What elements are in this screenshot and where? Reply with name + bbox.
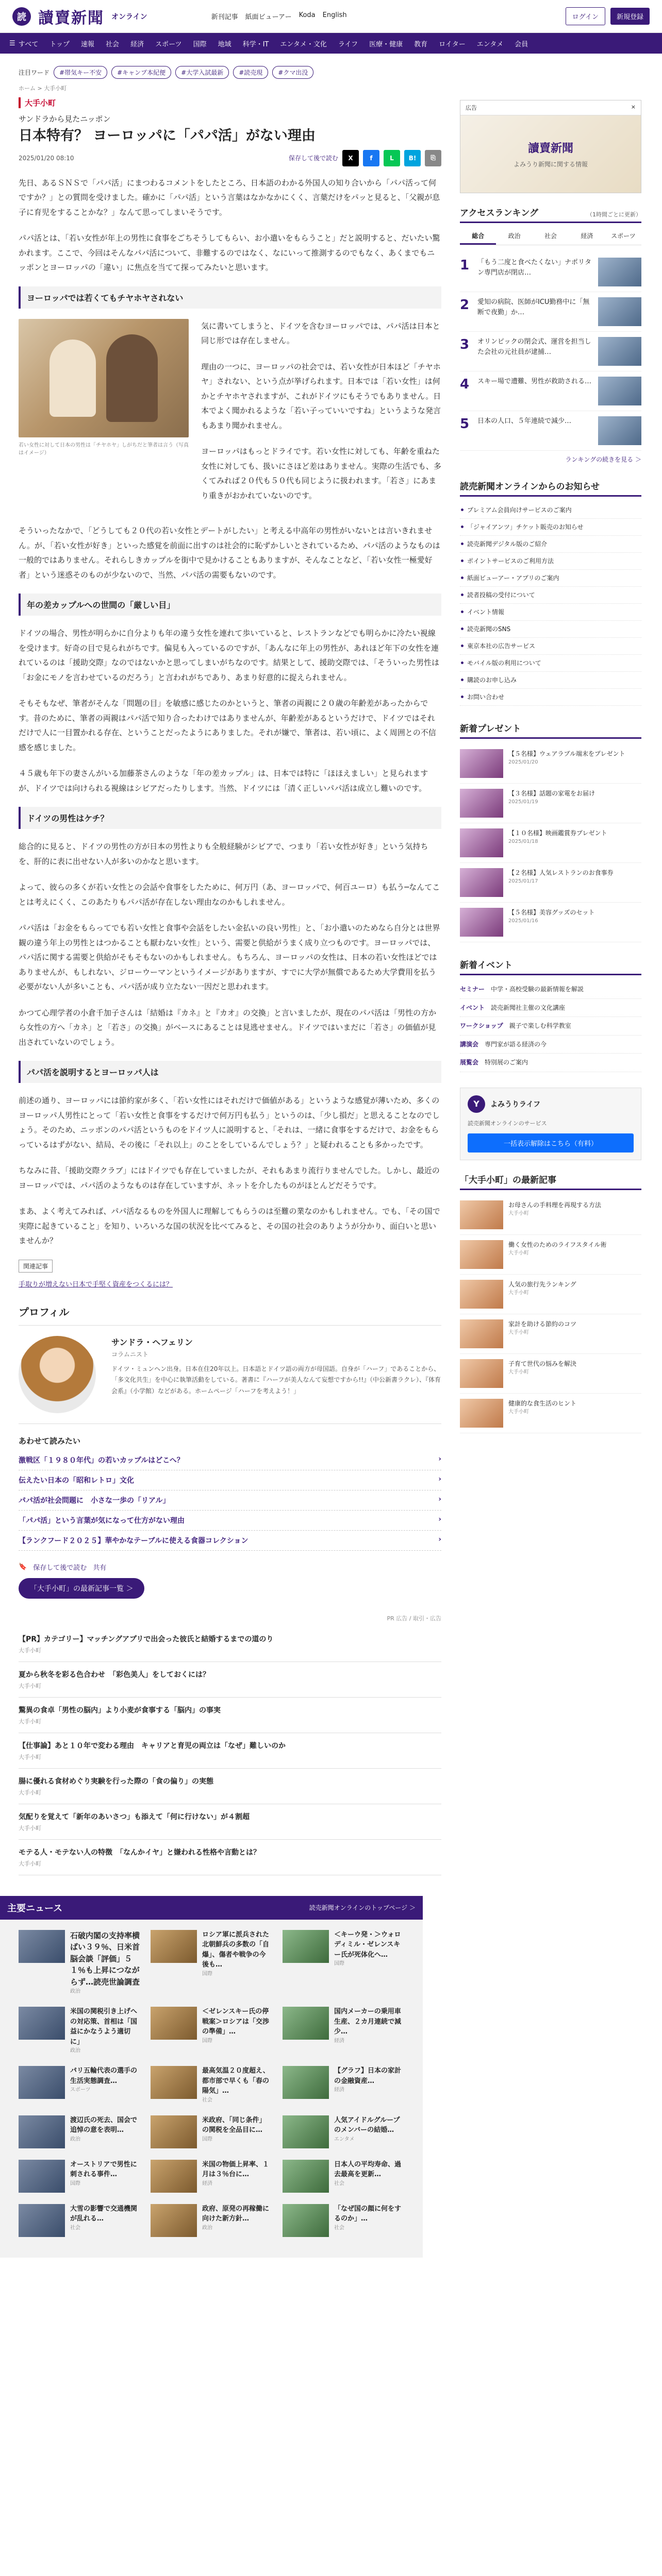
footer-space <box>0 2258 662 2330</box>
event-item[interactable]: ワークショップ 親子で楽しむ科学教室 <box>460 1017 641 1036</box>
hot-tag[interactable]: #クマ出没 <box>272 66 313 79</box>
nav-item[interactable]: 国際 <box>193 40 207 48</box>
service-icon: Y <box>468 1095 485 1113</box>
chevron-right-icon: › <box>438 1454 441 1463</box>
notice-item[interactable]: モバイル版の利用について <box>460 655 641 672</box>
ranking-thumb <box>598 416 641 445</box>
ochi-item[interactable]: 子育て世代の悩みを解決 大手小町 <box>460 1354 641 1394</box>
ochi-item[interactable]: 家計を助ける節約のコツ 大手小町 <box>460 1314 641 1354</box>
category-label[interactable]: 大手小町 <box>19 97 56 108</box>
top-link[interactable]: 新刊記事 <box>211 13 238 21</box>
notice-item[interactable]: お問い合わせ <box>460 689 641 706</box>
menu-button[interactable]: ☰ すべて <box>9 39 39 48</box>
present-list <box>460 744 641 942</box>
pr-list <box>19 1626 441 1875</box>
also-read-item[interactable]: 激戦区「１９８０年代」の若いカップルはどこへ？ › <box>19 1450 441 1470</box>
paragraph: パパ活とは、「若い女性が年上の男性に食事をごちそうしてもらい、お小遣いをもらうこと」だと説明すると、だいたい驚かれます。ここで、今回はそんなパパ活について、非難するのではなく、なにいって推測するのでもなく、あくまでもニッポンとヨーロッパの「違い」に焦点を当てて探ってみたいと思います。 <box>19 233 440 273</box>
article-date: 2025/01/20 08:10 <box>19 154 74 162</box>
service-sub: 読売新聞オンラインのサービス <box>468 1120 547 1127</box>
bookmark-icon[interactable]: 🔖 <box>19 1563 27 1571</box>
ranking-item[interactable]: 2 愛知の病院、医師がICU勤務中に「無断で夜勤」か… <box>460 292 641 332</box>
also-read-heading: あわせて読みたい <box>19 1436 81 1446</box>
section-heading: パパ活を説明するとヨーロッパ人は <box>19 1061 441 1083</box>
related-badge: 関連記事 <box>19 1260 53 1273</box>
hot-tag[interactable]: #帯気キー不安 <box>54 66 107 79</box>
paragraph: 気に書いてしまうと、ドイツを含むヨーロッパでは、パパ活は日本と同じ形では存在しません。 <box>201 321 440 346</box>
nav-item[interactable]: ロイター <box>439 40 466 48</box>
pr-item[interactable]: 夏から秋冬を彩る色合わせ 「彩色美人」をしておくには？ 大手小町 <box>19 1662 441 1698</box>
present-item[interactable]: 【５名様】ウェアラブル端末をプレゼント 2025/01/20 <box>460 744 641 784</box>
ranking-item[interactable]: 3 オリンピックの閉会式、運営を担当した会社の元社員が逮捕… <box>460 332 641 371</box>
nav-item[interactable]: 会員 <box>515 40 528 48</box>
news-item[interactable]: 米国の関税引き上げへの対応策、首相は「国益にかなうよう適切に」 政治 <box>19 2007 140 2055</box>
section-heading: 年の差カップルへの世間の「厳しい目」 <box>19 594 441 616</box>
event-list <box>460 980 641 1072</box>
chevron-right-icon: › <box>438 1535 441 1544</box>
share-link[interactable]: 共有 <box>93 1564 107 1572</box>
register-button[interactable]: 新規登録 <box>610 8 650 25</box>
news-item[interactable]: 石破内閣の支持率横ばい３９％、日米首脳会談「評価」５１％も上昇につながらず…読売世論調査 政治 <box>19 1930 140 1996</box>
chevron-right-icon: › <box>438 1515 441 1523</box>
article-photo[interactable] <box>19 319 189 437</box>
login-button[interactable]: ログイン <box>566 7 605 25</box>
avatar <box>19 1336 96 1413</box>
sidebar-ad[interactable] <box>460 100 641 193</box>
share-buttons <box>289 150 441 166</box>
close-icon[interactable]: × <box>631 104 636 110</box>
hot-words-label: 注目ワード <box>19 69 50 76</box>
notice-item[interactable]: 読売新聞デジタル版のご紹介 <box>460 536 641 553</box>
paragraph: 総合的に見ると、ドイツの男性の方が日本の男性よりも全般経験がシビアで、つまり「若い女性が好き」という気持ちを、肝的に表に出せない人が多いのかなと思います。 <box>19 842 428 866</box>
ranking-more-link[interactable]: ランキングの続きを見る ＞ <box>565 456 641 463</box>
auth-buttons <box>566 7 650 25</box>
hot-tag[interactable]: #大学入試最新 <box>175 66 229 79</box>
ranking-tab[interactable]: 経済 <box>581 232 593 240</box>
hatena-share-icon[interactable]: B! <box>404 150 421 166</box>
top-link[interactable]: 紙面ビューアー <box>245 13 292 21</box>
author-name[interactable]: サンドラ・ヘフェリン <box>111 1337 193 1347</box>
section-heading: ドイツの男性はケチ？ <box>19 807 441 829</box>
ranking-tab[interactable]: スポーツ <box>611 232 636 240</box>
present-item[interactable]: 【２名様】人気レストランのお食事券 2025/01/17 <box>460 863 641 903</box>
nav-item[interactable]: 地域 <box>218 40 231 48</box>
photo-caption: 若い女性に対して日本の男性は「チヤホヤ」しがちだと筆者は言う（写真はイメージ） <box>19 442 189 456</box>
news-item[interactable]: 国内メーカーの乗用車生産、２カ月連続で減少… 経済 <box>283 2007 404 2055</box>
paragraph: まあ、よく考えてみれば、パパ活なるものを外国人に理解してもらうのは至難の業なのかもしれません。でも、「その国で実際に起きていること」を知り、いろいろな国の状況を比べてみると、その国の社会のありようが分かり、面白いと思いませんか？ <box>19 1207 440 1246</box>
more-articles-button[interactable]: 「大手小町」の最新記事一覧 ＞ <box>19 1578 144 1599</box>
nav-item[interactable]: トップ <box>49 40 70 48</box>
article-main <box>19 54 441 1875</box>
ad-label: 広告 <box>466 105 477 111</box>
paragraph: ドイツの場合、男性が明らかに自分よりも年の違う女性を連れて歩いていると、レストランなどでも明らかに冷たい視線を受けます。好奇の目で見られがちです。偏見も入っているのですが、「あんなに年上の男性が、あれほど年下の女性を連れているのは「援助交際」なのではないかと思ってしまいがちなのです。結果として、援助交際では、「そういった男性は「お金にモノを言わせているのだろう」と言われがちであり、あまり好意的に捉えられません。 <box>19 629 440 682</box>
main-news <box>0 1896 423 2258</box>
ranking-item[interactable]: 4 スキー場で遭難、男性が救助される… <box>460 371 641 411</box>
section-heading: ヨーロッパでは若くてもチヤホヤされない <box>19 286 441 309</box>
paragraph: ヨーロッパはもっとドライです。若い女性に対しても、年齢を重ねた女性に対しても、扱いにさほど差はありません。実際の生活でも、多くてみれば２０代も５０代も同じように扱われます。「若さ」にあまり重きがおかれていないのです。 <box>201 447 441 500</box>
service-title: よみうりライフ <box>490 1100 541 1109</box>
also-read-item[interactable]: 【ランクフード２０２５】華やかなテーブルに使える食器コレクション › <box>19 1531 441 1551</box>
news-item[interactable]: 政府、原発の再稼働に向けた新方針… 政治 <box>151 2204 272 2237</box>
ochi-item[interactable]: 人気の旅行先ランキング 大手小町 <box>460 1275 641 1314</box>
ochi-list <box>460 1195 641 1433</box>
article-title: 日本特有？ ヨーロッパに「パパ活」がない理由 <box>19 128 316 144</box>
notice-item[interactable]: プレミアム会員向けサービスのご案内 <box>460 502 641 519</box>
pr-item[interactable]: 腸に優れる食材めぐり実験を行った際の「食の偏り」の実態 大手小町 <box>19 1769 441 1804</box>
present-item[interactable]: 【１０名様】映画鑑賞券プレゼント 2025/01/18 <box>460 823 641 863</box>
notice-item[interactable]: 読売新聞のSNS <box>460 621 641 638</box>
site-logo[interactable]: 讀賣新聞 <box>38 9 104 27</box>
event-item[interactable]: 講演会 専門家が語る経済の今 <box>460 1036 641 1054</box>
nav-item[interactable]: 経済 <box>130 40 144 48</box>
news-item[interactable]: ＜キーウ発・＞ウォロディミル・ゼレンスキー氏が死体化へ… 国際 <box>283 1930 404 1996</box>
ochi-item[interactable]: 健康的な食生活のヒント 大手小町 <box>460 1394 641 1433</box>
ranking-tabs <box>460 228 641 245</box>
hot-words <box>19 54 441 84</box>
site-logo-sub: オンライン <box>111 12 147 21</box>
article-meta <box>19 150 441 166</box>
ranking-item[interactable]: 1 「もう二度と食べたくない」ナポリタン専門店が閉店… <box>460 252 641 292</box>
main-news-more-link[interactable]: 読売新聞オンラインのトップページ ＞ <box>309 1904 416 1912</box>
news-item[interactable]: 日本人の平均寿命、過去最高を更新… 社会 <box>283 2160 404 2193</box>
paragraph: そもそもなぜ、筆者がそんな「問題の目」を敏感に感じたのかというと、筆者の両親に２０歳の年齢差があったからです。昔のために、筆者の両親はパパ活で知り合ったわけではありませんが、年齢差があるというだけで、ドイツではそれだけで人に一目置かれる存在、ということだったようにありました。それが嫌で、筆者は、若い頃に、よく周囲との不信感を感じました。 <box>19 699 436 752</box>
also-read-item[interactable]: 伝えたい日本の「昭和レトロ」文化 › <box>19 1470 441 1490</box>
news-item[interactable]: 渡辺氏の死去、国会で追悼の意を表明… 政治 <box>19 2115 140 2148</box>
notice-item[interactable]: 購読のお申し込み <box>460 672 641 689</box>
ranking-tab[interactable]: 社会 <box>544 232 557 240</box>
article-figure <box>19 319 189 515</box>
also-read <box>19 1435 441 1551</box>
nav-item[interactable]: エンタメ・文化 <box>280 40 327 48</box>
pr-item[interactable]: 【仕事論】あと１０年で変わる理由 キャリアと育児の両立は「なぜ」難しいのか 大手小町 <box>19 1733 441 1769</box>
top-link[interactable]: English <box>322 11 347 19</box>
paragraph: ４５歳も年下の妻さんがいる加藤茶さんのような「年の差カップル」は、日本では特に「ほほえましい」と見られますが、ドイツでは向けられる視線はシビアだったりします。当然、ドイツには「清く正しいパパ活は成立し難いのです。 <box>19 769 428 793</box>
pr-item[interactable]: 気配りを覚えて「新年のあいさつ」も添えて「何に行けない」が４割超 大手小町 <box>19 1804 441 1840</box>
paragraph: 前述の通り、ヨーロッパには節約家が多く、「若い女性にはそれだけで価値がある」というような感覚が薄いため、多くのヨーロッパ人男性にとって「若い女性と食事をするだけで何万円も払う」というのは、「少し損だ」と思えることなのでしょう。そのため、ニッポンのパパ活というものをドイツ人に説明すると、「それは、一緒に食事をするだけで、お金をもらっているはずがない、結局、その後に「それ以上」のことをしているんでしょう？」と疑われることも多かったです。 <box>19 1096 440 1149</box>
paragraph: かつて心理学者の小倉千加子さんは「結婚は『カネ』と『カオ』の交換」と言いましたが、現在のパパ活は「男性の方から女性の方へ「カネ」と「若さ」の交換」がベースにあることは見逃せません。ドイツではいまだに「若さ」の価値が見出されていないのでしょう。 <box>19 1008 437 1047</box>
ranking-thumb <box>598 258 641 286</box>
ad-title: 讀賣新聞 <box>527 142 573 155</box>
paragraph: ちなみに昔、「援助交際クラブ」にはドイツでも存在していましたが、それもあまり流行りませんでした。しかし、最近のヨーロッパでは、パパ活のようなものは存在していますが、ネットを介したものがほとんどだそうです。 <box>19 1166 440 1190</box>
news-item[interactable]: 人気アイドルグループのメンバーの結婚… エンタメ <box>283 2115 404 2148</box>
sidebar <box>460 54 641 1875</box>
nav-item[interactable]: 教育 <box>414 40 428 48</box>
breadcrumb[interactable]: ホーム > 大手小町 <box>19 85 67 92</box>
ranking-tab[interactable]: 政治 <box>508 232 521 240</box>
chevron-right-icon: › <box>438 1495 441 1503</box>
service-cta-button[interactable]: 一括表示解除はこちら（有料） <box>468 1133 634 1153</box>
service-ad <box>460 1088 641 1160</box>
x-share-icon[interactable]: X <box>342 150 359 166</box>
pr-item[interactable]: モテる人・モテない人の特徴 「なんかイヤ」と嫌われる性格や言動とは？ 大手小町 <box>19 1840 441 1875</box>
nav-item[interactable]: ライフ <box>338 40 358 48</box>
notice-item[interactable]: 紙面ビューアー・アプリのご案内 <box>460 570 641 587</box>
top-link[interactable]: Koda <box>299 11 316 19</box>
paragraph: 理由の一つに、ヨーロッパの社会では、若い女性が日本ほど「チヤホヤ」されない、という点が挙げられます。日本では「若い女性」は何かとチヤホヤされますが、これがドイツにもそうでもありません。日本でよく聞かれるような「若い子っていいですね」というような発言もあまり聞かれません。 <box>201 362 441 430</box>
ochi-item[interactable]: 働く女性のためのライフスタイル術 大手小町 <box>460 1235 641 1275</box>
paragraph: そういったなかで、「どうしても２０代の若い女性とデートがしたい」と考える中高年の男性がいないとは言いきれません。が、「若い女性が好き」といった感覚を前面に出すのは社会的に恥ずかしいとされているため、パパ活のようなものは一般的ではありません。それらしきカップルを街中で見かけることもありますが、そんなことなど、「若い女性一極愛好者」という迷惑そのものが少ないので、当然、パパ活の需要もないのです。 <box>19 526 440 580</box>
notice-item[interactable]: 「ジャイアンツ」チケット販売のお知らせ <box>460 519 641 536</box>
present-item[interactable]: 【３名様】話題の家電をお届け 2025/01/19 <box>460 784 641 823</box>
news-item[interactable]: オーストリアで男性に刺される事件… 国際 <box>19 2160 140 2193</box>
author-bio: ドイツ・ミュンヘン出身。日本在住20年以上。日本語とドイツ語の両方が母国語。自身が「ハーフ」であることから、「多文化共生」を中心に執筆活動をしている。著書に『ハーフが美人なんて妄想ですから!!』（中公新書ラクレ）、『体育会系』（小学館）などがある。ホームページ「ハーフを考えよう！」 <box>111 1365 441 1395</box>
ranking-tab[interactable]: 総合 <box>460 228 496 245</box>
event-item[interactable]: イベント 読売新聞社主催の文化講座 <box>460 999 641 1018</box>
nav-item[interactable]: 速報 <box>81 40 95 48</box>
link-copy-icon[interactable]: ⎘ <box>425 150 441 166</box>
access-ranking-heading: アクセスランキング （1時間ごとに更新） <box>460 206 641 223</box>
figure-side-text <box>201 319 441 515</box>
main-news-grid <box>19 1930 404 2237</box>
paragraph: よって、彼らの多くが若い女性との会話や食事をしたために、何万円（あ、ヨーロッパで、何百ユーロ）も払う─なんてことは考えにくく、このあたりもパパ活が存在しない理由なのかもしれません。 <box>19 883 440 907</box>
hot-tag[interactable]: #読売現 <box>233 66 268 79</box>
article-kicker: サンドラから見たニッポン <box>19 114 111 124</box>
hamburger-icon: ☰ <box>9 39 15 47</box>
nav-item[interactable]: 社会 <box>106 40 120 48</box>
event-item[interactable]: 展覧会 特別展のご案内 <box>460 1054 641 1072</box>
nav-item[interactable]: スポーツ <box>155 40 182 48</box>
chevron-right-icon: › <box>438 1475 441 1483</box>
notice-list <box>460 502 641 706</box>
author-profile <box>19 1325 441 1424</box>
ranking-list <box>460 252 641 451</box>
notice-item[interactable]: 東京本社の広告サービス <box>460 638 641 655</box>
save-later-link[interactable]: 保存して後で読む <box>33 1564 87 1572</box>
event-item[interactable]: セミナー 中学・高校受験の最新情報を解説 <box>460 980 641 999</box>
news-item[interactable]: 米国の物価上昇率、１月は３％台に… 経済 <box>151 2160 272 2193</box>
main-news-heading: 主要ニュース <box>7 1903 63 1914</box>
notice-item[interactable]: ポイントサービスのご利用方法 <box>460 553 641 570</box>
notice-heading: 読売新聞オンラインからのお知らせ <box>460 479 641 497</box>
ranking-thumb <box>598 337 641 366</box>
paragraph: パパ活は「お金をもらってでも若い女性と食事や会話をしたい金払いの良い男性」と、「お小遣いのためなら自分とは世界観の違う年上の男性とはつかることも厭わない女性」という、需要と供給がうまく成り立つものです。ヨーロッパでは、パパ活に関する需要と供給がそもそもないのかもしれません。もちろん、ヨーロッパの女性は、日本の若い女性ほどではありませんが、もしれない、ジローウーマンというイメージがありますが、すでに大学が無償であるため大学費用を払う必要がない人が多いことも、パパ活が成り立たない一因だと思われます。 <box>19 923 440 992</box>
news-item[interactable]: ロシア軍に派兵された北朝鮮兵の多数の「自爆」、傷者や戦争の今後も… 国際 <box>151 1930 272 1996</box>
news-item[interactable]: 【グラフ】日本の家計の金融資産… 経済 <box>283 2066 404 2104</box>
paragraph: 先日、あるＳＮＳで「パパ活」にまつわるコメントをしたところ、日本語のわかる外国人の知り合いから「パパ活って何ですか？」との質問を受けました。確かに「パパ活」という言葉はなかなかにくく、言葉だけをパッと見ると、「父親が息子に育児をすることかな？」なんて思ってしまいそうです。 <box>19 178 440 217</box>
page-body <box>0 54 662 1875</box>
facebook-share-icon[interactable]: f <box>363 150 379 166</box>
bottom-actions <box>19 1562 441 1572</box>
pr-item[interactable]: 驚異の食卓「男性の脳内」より小麦が食事する「脳内」の事実 大手小町 <box>19 1698 441 1733</box>
category-nav <box>0 33 662 54</box>
news-item[interactable]: ＜ゼレンスキー氏の停戦案＞ロシアは「交渉の準備」… 国際 <box>151 2007 272 2055</box>
also-read-item[interactable]: パパ活が社会問題に 小さな一歩の「リアル」 › <box>19 1490 441 1511</box>
logo-badge[interactable]: 読 <box>12 7 31 26</box>
nav-item[interactable]: 科学・IT <box>242 40 269 48</box>
news-item[interactable]: パリ五輪代表の選手の生活実態調査… スポーツ <box>19 2066 140 2104</box>
top-links <box>211 11 347 21</box>
ochi-item[interactable]: お母さんの手料理を再現する方法 大手小町 <box>460 1195 641 1235</box>
news-item[interactable]: 最高気温２０度超え、都市部で早くも「春の陽気」… 社会 <box>151 2066 272 2104</box>
notice-item[interactable]: イベント情報 <box>460 604 641 621</box>
ranking-thumb <box>598 377 641 405</box>
author-role: コラムニスト <box>111 1350 148 1358</box>
related-link[interactable]: 手取りが増えない日本で手堅く資産をつくるには？ <box>19 1280 173 1289</box>
present-item[interactable]: 【５名様】美容グッズのセット 2025/01/16 <box>460 903 641 942</box>
ochi-heading: 「大手小町」の最新記事 <box>460 1173 641 1190</box>
news-item[interactable]: 大雪の影響で交通機関が乱れる… 社会 <box>19 2204 140 2237</box>
nav-item[interactable]: エンタメ <box>476 40 504 48</box>
hot-tag[interactable]: #キャンプ本紀便 <box>111 66 171 79</box>
site-header <box>0 0 662 33</box>
present-heading: 新着プレゼント <box>460 721 641 739</box>
main-news-header <box>0 1896 423 1920</box>
pr-item[interactable]: 【PR】カテゴリー】マッチングアプリで出会った彼氏と結婚するまでの道のり 大手小町 <box>19 1626 441 1662</box>
ranking-item[interactable]: 5 日本の人口、５年連続で減少… <box>460 411 641 451</box>
figure-row <box>19 319 441 515</box>
pr-mark: PR 広告 / 取引・広告 <box>387 1615 441 1622</box>
nav-item[interactable]: 医療・健康 <box>369 40 403 48</box>
notice-item[interactable]: 読者投稿の受付について <box>460 587 641 604</box>
save-later-link[interactable]: 保存して後で読む <box>288 155 338 162</box>
ad-sub: よみうり新聞に関する情報 <box>513 161 588 168</box>
profile-heading: プロフィル <box>19 1306 70 1318</box>
ranking-thumb <box>598 297 641 326</box>
news-item[interactable]: 米政府、「同じ条件」の関税を全品目に… 国際 <box>151 2115 272 2148</box>
news-item[interactable]: 「なぜ国の顔に何をするのか」… 社会 <box>283 2204 404 2237</box>
line-share-icon[interactable]: L <box>384 150 400 166</box>
also-read-item[interactable]: 「パパ活」という言葉が気になって仕方がない理由 › <box>19 1511 441 1531</box>
event-heading: 新着イベント <box>460 958 641 975</box>
